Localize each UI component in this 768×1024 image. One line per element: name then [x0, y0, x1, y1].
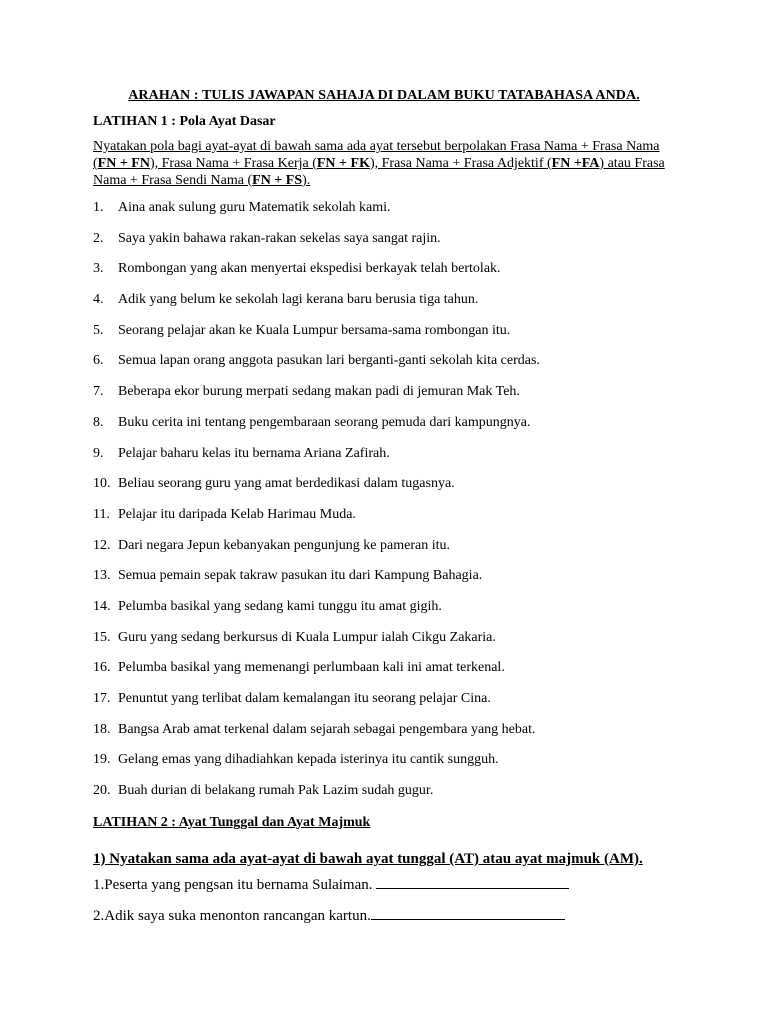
instr-bold: FN + FK	[316, 156, 370, 171]
item-number: 2.	[93, 230, 104, 246]
item-number: 11.	[93, 506, 110, 522]
list-item	[93, 659, 540, 690]
latihan-1-list	[93, 199, 540, 813]
item-number: 8.	[93, 414, 104, 430]
answer-blank[interactable]	[376, 874, 569, 889]
item-text: Beberapa ekor burung merpati sedang makan padi di jemuran Mak Teh.	[118, 384, 520, 400]
item-text: Penuntut yang terlibat dalam kemalangan itu seorang pelajar Cina.	[118, 691, 491, 706]
item-number: 3.	[93, 261, 104, 277]
item-text: Semua lapan orang anggota pasukan lari berganti-ganti sekolah kita cerdas.	[118, 353, 540, 369]
item-text: Buah durian di belakang rumah Pak Lazim sudah gugur.	[118, 783, 434, 799]
item-text: Aina anak sulung guru Matematik sekolah kami.	[118, 200, 391, 215]
item-text: Dari negara Jepun kebanyakan pengunjung ke pameran itu.	[118, 537, 450, 553]
item-text: Bangsa Arab amat terkenal dalam sejarah sebagai pengembara yang hebat.	[118, 721, 536, 737]
instr-bold: FN + FN	[97, 156, 150, 171]
instr-text: Nyatakan pola bagi ayat-ayat di bawah sama ada ayat tersebut berpolakan Frasa Nama + Frasa Nama (	[93, 139, 660, 171]
item-number: 16.	[93, 660, 111, 676]
list-item	[93, 751, 540, 782]
list-item	[93, 383, 540, 414]
list-item	[93, 782, 540, 813]
list-item	[93, 230, 540, 261]
answer-blank[interactable]	[371, 905, 565, 920]
question-2	[93, 905, 565, 925]
list-item	[93, 260, 540, 291]
latihan-2-title: LATIHAN 2 : Ayat Tunggal dan Ayat Majmuk	[93, 815, 371, 830]
item-text: Pelajar baharu kelas itu bernama Ariana Zafirah.	[118, 445, 390, 461]
item-text: Pelajar itu daripada Kelab Harimau Muda.	[118, 506, 356, 522]
list-item	[93, 322, 540, 353]
item-number: 10.	[93, 476, 111, 492]
item-text: Pelumba basikal yang memenangi perlumbaan kali ini amat terkenal.	[118, 660, 505, 676]
instr-bold: FN +FA	[551, 156, 600, 171]
instr-text: ), Frasa Nama + Frasa Kerja (	[149, 156, 317, 171]
item-number: 6.	[93, 353, 104, 369]
question-1	[93, 874, 569, 894]
list-item	[93, 629, 540, 660]
item-text: Rombongan yang akan menyertai ekspedisi berkayak telah bertolak.	[118, 261, 501, 277]
item-number: 14.	[93, 598, 111, 614]
item-number: 9.	[93, 445, 104, 461]
latihan-2-subheading: 1) Nyatakan sama ada ayat-ayat di bawah ayat tunggal (AT) atau ayat majmuk (AM).	[93, 851, 643, 867]
item-number: 18.	[93, 721, 111, 737]
item-text: Pelumba basikal yang sedang kami tunggu itu amat gigih.	[118, 598, 442, 614]
list-item	[93, 537, 540, 568]
question-text: 2.Adik saya suka menonton rancangan kartun.	[93, 908, 371, 924]
instr-text: ) atau Frasa Nama + Frasa Sendi Nama (	[93, 156, 665, 188]
latihan-1-title: LATIHAN 1 : Pola Ayat Dasar	[93, 114, 276, 129]
list-item	[93, 598, 540, 629]
item-text: Guru yang sedang berkursus di Kuala Lumpur ialah Cikgu Zakaria.	[118, 629, 496, 645]
item-number: 7.	[93, 384, 104, 400]
item-number: 12.	[93, 537, 111, 553]
item-number: 15.	[93, 629, 111, 645]
latihan-1-instructions	[93, 138, 683, 189]
item-number: 5.	[93, 322, 104, 338]
list-item	[93, 690, 540, 721]
list-item	[93, 475, 540, 506]
item-text: Adik yang belum ke sekolah lagi kerana baru berusia tiga tahun.	[118, 292, 479, 308]
list-item	[93, 721, 540, 752]
item-text: Gelang emas yang dihadiahkan kepada isterinya itu cantik sungguh.	[118, 752, 499, 768]
list-item	[93, 291, 540, 322]
item-number: 19.	[93, 752, 111, 768]
list-item	[93, 445, 540, 476]
item-number: 1.	[93, 200, 104, 215]
item-number: 20.	[93, 783, 111, 799]
list-item	[93, 567, 540, 598]
item-number: 17.	[93, 691, 111, 706]
instr-text: ).	[302, 173, 311, 188]
list-item	[93, 199, 540, 230]
item-text: Seorang pelajar akan ke Kuala Lumpur bersama-sama rombongan itu.	[118, 322, 511, 338]
item-text: Beliau seorang guru yang amat berdedikasi dalam tugasnya.	[118, 476, 455, 492]
list-item	[93, 506, 540, 537]
list-item	[93, 414, 540, 445]
list-item	[93, 352, 540, 383]
item-text: Buku cerita ini tentang pengembaraan seorang pemuda dari kampungnya.	[118, 414, 531, 430]
item-text: Semua pemain sepak takraw pasukan itu dari Kampung Bahagia.	[118, 568, 483, 584]
item-number: 13.	[93, 568, 111, 584]
instr-bold: FN + FS	[252, 173, 303, 188]
item-text: Saya yakin bahawa rakan-rakan sekelas saya sangat rajin.	[118, 230, 441, 246]
item-number: 4.	[93, 292, 104, 308]
instr-text: ), Frasa Nama + Frasa Adjektif (	[369, 156, 552, 171]
question-text: 1.Peserta yang pengsan itu bernama Sulaiman.	[93, 877, 377, 893]
page-heading: ARAHAN : TULIS JAWAPAN SAHAJA DI DALAM BUKU TATABAHASA ANDA.	[128, 88, 640, 103]
